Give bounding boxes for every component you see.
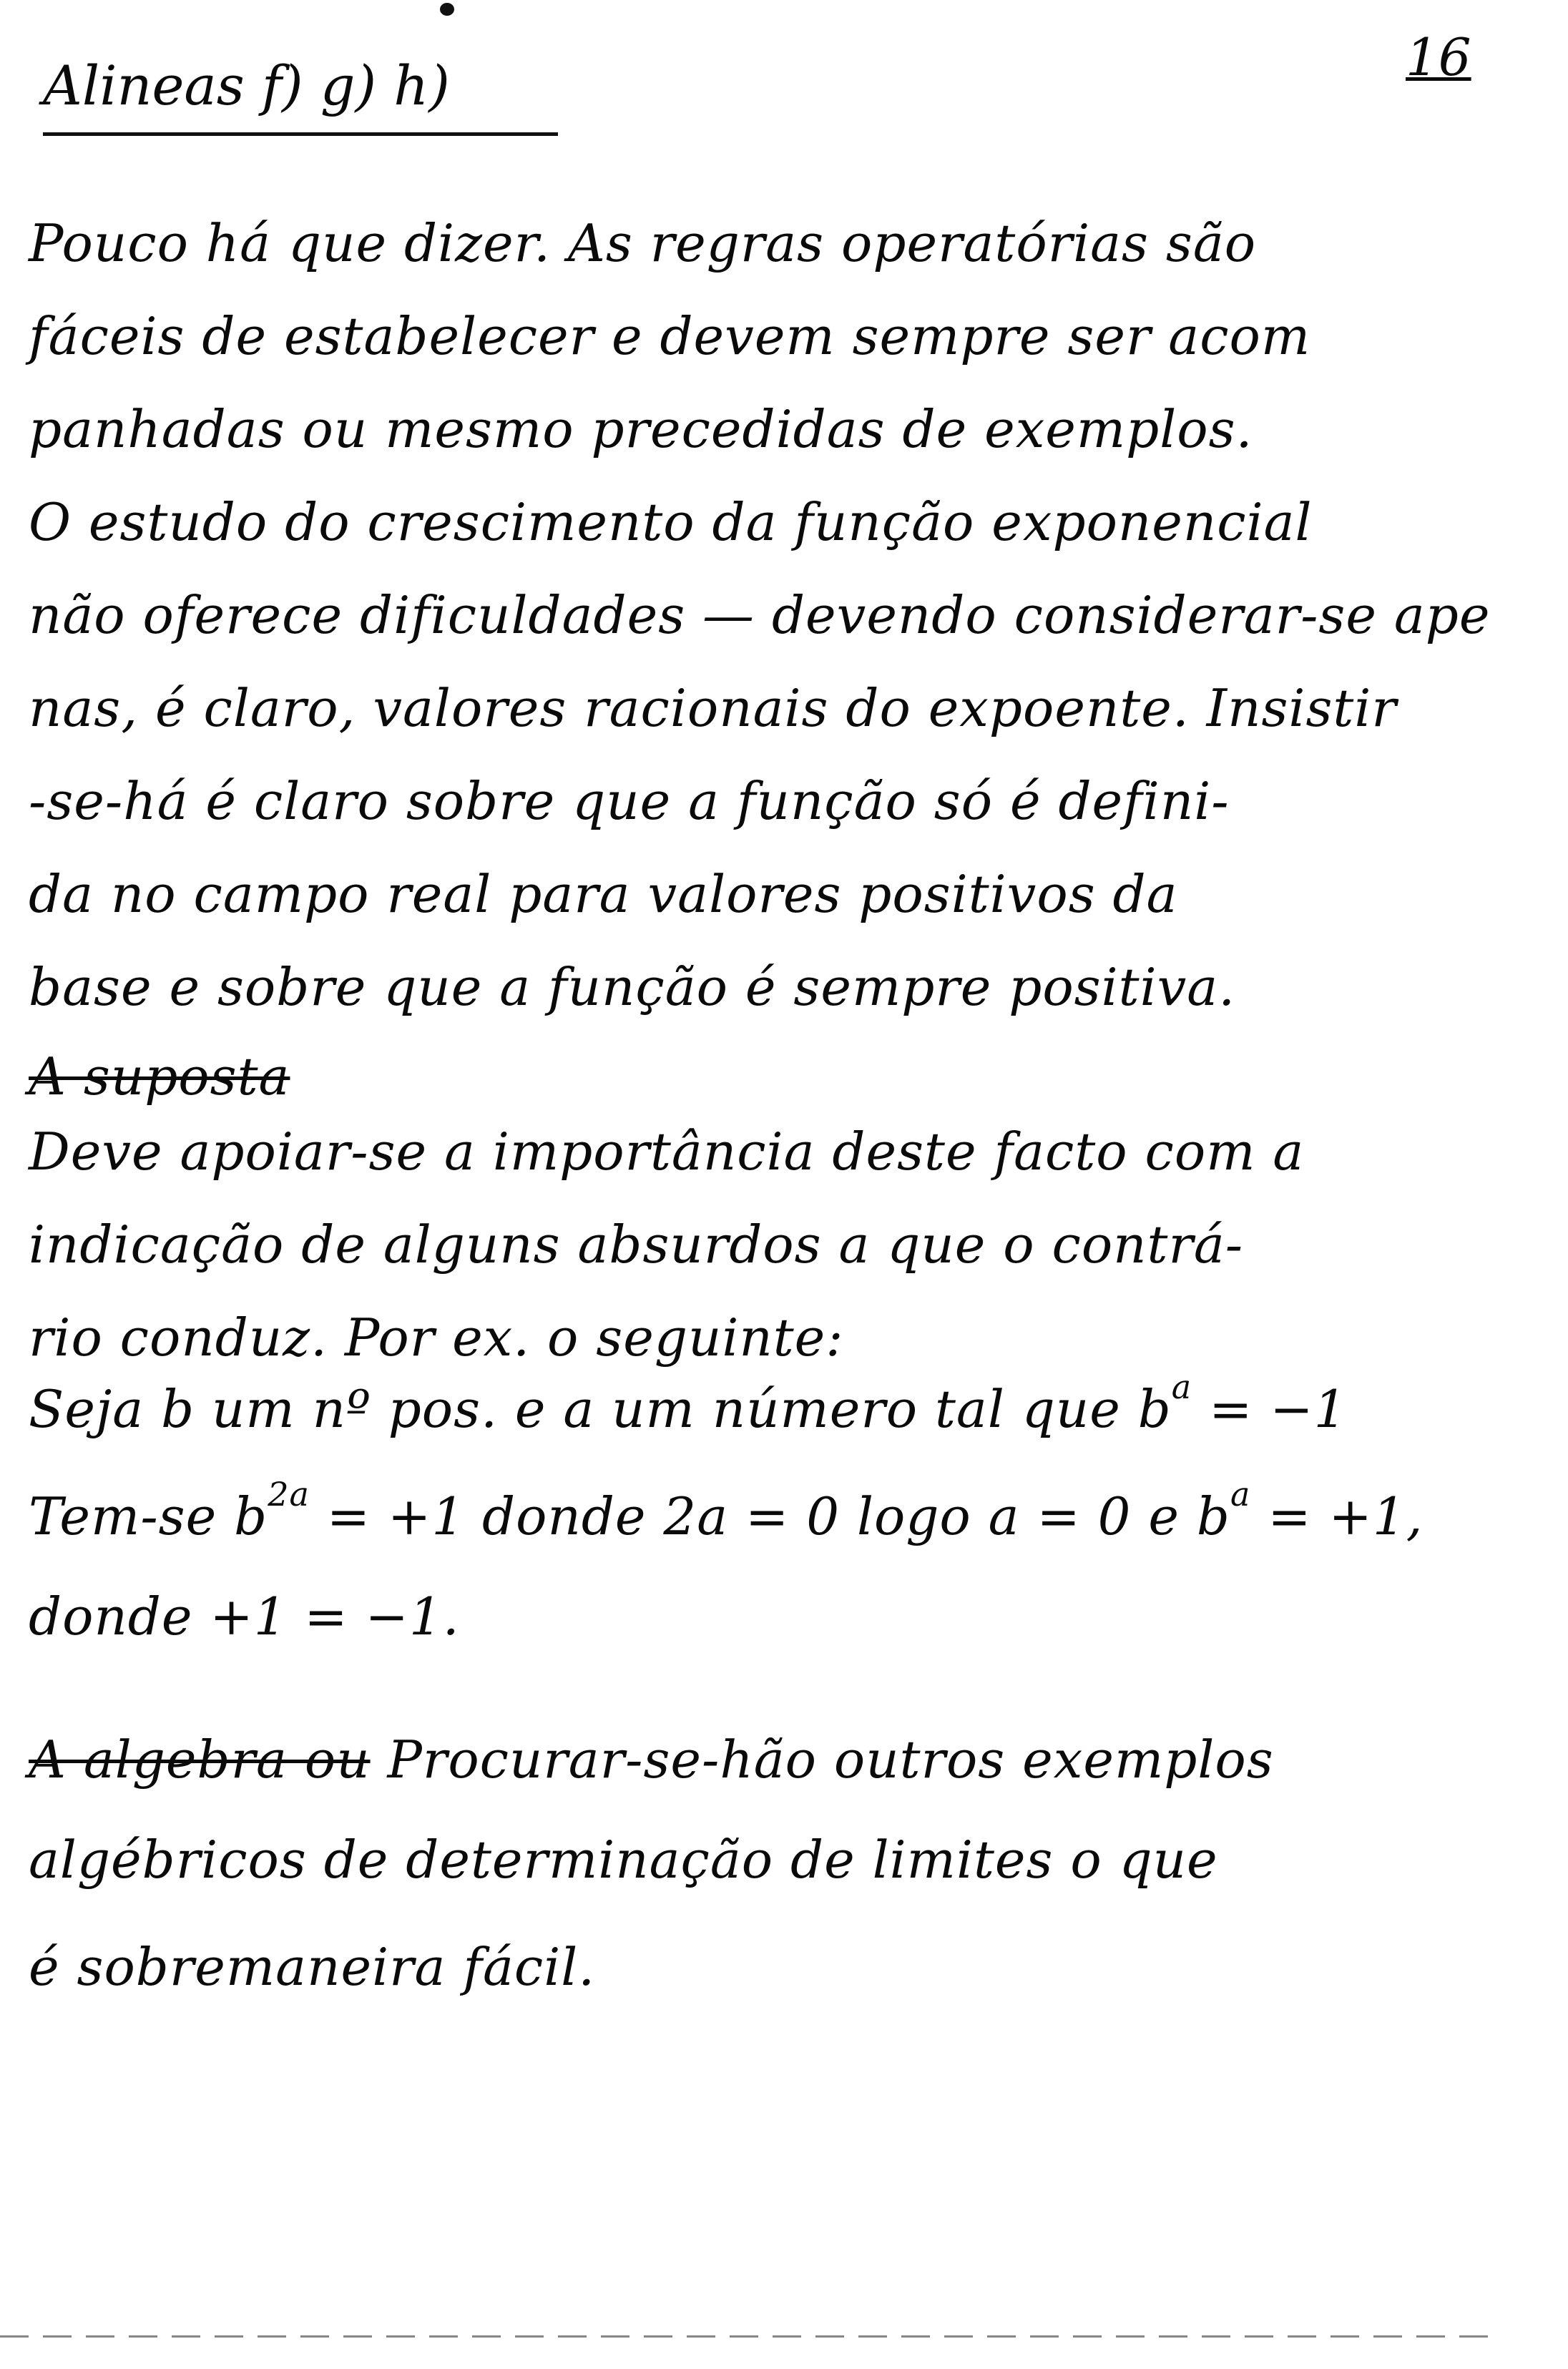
line-text: = +1,	[1250, 1486, 1424, 1546]
text-line	[29, 1931, 1504, 2003]
line-text: não oferece dificuldades — devendo considerar-se ape	[29, 585, 1491, 645]
line-text: indicação de alguns absurdos a que o contrá-	[29, 1215, 1244, 1275]
line-text: = −1	[1192, 1379, 1348, 1439]
exponent: 2a	[268, 1475, 310, 1514]
page-heading: Alineas f) g) h)	[43, 54, 450, 117]
text-line	[29, 1041, 1504, 1112]
line-text: donde +1 = −1.	[29, 1586, 460, 1647]
line-text: = +1 donde 2a = 0 logo a = 0 e b	[309, 1486, 1230, 1546]
heading-underline	[43, 132, 558, 136]
exponent: a	[1230, 1475, 1251, 1514]
text-line	[29, 579, 1504, 651]
text-line	[29, 1824, 1504, 1895]
text-line	[29, 1302, 1504, 1373]
exponent: a	[1171, 1368, 1192, 1406]
text-line	[29, 672, 1504, 744]
line-text: Tem-se b	[29, 1486, 268, 1546]
struck-text: A algebra ou	[29, 1730, 371, 1790]
line-text: fáceis de estabelecer e devem sempre ser acom	[29, 306, 1311, 366]
line-text: Pouco há que dizer. As regras operatórias são	[29, 213, 1257, 273]
line-text: base e sobre que a função é sempre positiva.	[29, 957, 1236, 1017]
text-line	[29, 1475, 1504, 1552]
line-text: da no campo real para valores positivos da	[29, 864, 1178, 924]
line-text: Seja b um nº pos. e a um número tal que b	[29, 1379, 1172, 1439]
text-line	[29, 1209, 1504, 1280]
text-line	[29, 858, 1504, 930]
line-text: nas, é claro, valores racionais do expoente. Insistir	[29, 678, 1397, 738]
text-line	[29, 300, 1504, 372]
line-text: Procurar-se-hão outros exemplos	[370, 1730, 1274, 1790]
line-text: Deve apoiar-se a importância deste facto com a	[29, 1122, 1305, 1182]
line-text: -se-há é claro sobre que a função só é defini-	[29, 771, 1230, 831]
text-line	[29, 486, 1504, 558]
text-line	[29, 1724, 1504, 1795]
bottom-edge-rule	[0, 2335, 1502, 2338]
text-line	[29, 1581, 1504, 1652]
text-line	[29, 951, 1504, 1023]
struck-text: A suposta	[29, 1046, 290, 1107]
line-text: é sobremaneira fácil.	[29, 1937, 596, 1997]
text-line	[29, 765, 1504, 837]
text-line	[29, 1368, 1504, 1445]
page-number: 16	[1406, 27, 1471, 87]
line-text: O estudo do crescimento da função exponencial	[29, 492, 1313, 552]
ink-dot	[440, 3, 454, 16]
line-text: rio conduz. Por ex. o seguinte:	[29, 1308, 844, 1368]
line-text: panhadas ou mesmo precedidas de exemplos.	[29, 399, 1253, 459]
line-text: algébricos de determinação de limites o que	[29, 1830, 1218, 1890]
text-line	[29, 393, 1504, 465]
text-line	[29, 207, 1504, 279]
text-line	[29, 1116, 1504, 1187]
